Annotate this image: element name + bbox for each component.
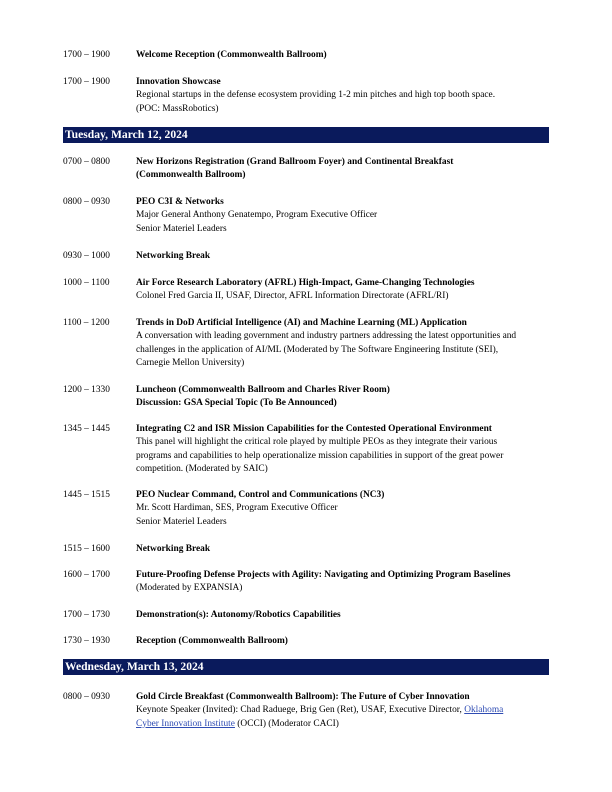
entry-title: Air Force Research Laboratory (AFRL) High-Impact, Game-Changing Technologies bbox=[136, 278, 475, 288]
entry-description: Senior Materiel Leaders bbox=[136, 516, 227, 527]
day-heading-tuesday: Tuesday, March 12, 2024 bbox=[63, 127, 549, 143]
entry-time: 1100 – 1200 bbox=[63, 318, 110, 328]
entry-time: 0930 – 1000 bbox=[63, 251, 110, 261]
entry-description bbox=[136, 718, 553, 731]
entry-title: Networking Break bbox=[136, 544, 211, 554]
entry-title: Discussion: GSA Special Topic (To Be Announced) bbox=[136, 398, 337, 409]
entry-description: challenges in the application of AI/ML (Moderated by The Software Engineering Institute (SEI), bbox=[136, 344, 499, 355]
day-heading-wednesday: Wednesday, March 13, 2024 bbox=[63, 659, 549, 675]
entry-description: This panel will highlight the critical role played by multiple PEOs as they integrate their various bbox=[136, 437, 498, 448]
entry-time: 1345 – 1445 bbox=[63, 424, 110, 434]
entry-description: (POC: MassRobotics) bbox=[136, 103, 219, 114]
entry-time: 1700 – 1900 bbox=[63, 77, 110, 87]
entry-description: Carnegie Mellon University) bbox=[136, 357, 245, 368]
entry-title: Integrating C2 and ISR Mission Capabilities for the Contested Operational Environment bbox=[136, 424, 492, 434]
entry-time: 1515 – 1600 bbox=[63, 544, 110, 554]
entry-title: Future-Proofing Defense Projects with Agility: Navigating and Optimizing Program Baselines bbox=[136, 570, 511, 580]
entry-description: (Moderated by EXPANSIA) bbox=[136, 583, 243, 594]
entry-description: A conversation with leading government and industry partners addressing the latest opportunities and bbox=[136, 331, 517, 342]
entry-time: 1700 – 1900 bbox=[63, 50, 110, 60]
keynote-text: Keynote Speaker (Invited): Chad Raduege, Brig Gen (Ret), USAF, Executive Director, bbox=[136, 705, 465, 716]
entry-time: 0800 – 0930 bbox=[63, 692, 110, 702]
entry-description: Mr. Scott Hardiman, SES, Program Executive Officer bbox=[136, 503, 338, 514]
entry-title: PEO C3I & Networks bbox=[136, 197, 224, 207]
entry-description: Major General Anthony Genatempo, Program Executive Officer bbox=[136, 210, 378, 221]
entry-title: PEO Nuclear Command, Control and Communications (NC3) bbox=[136, 490, 385, 500]
entry-time: 1600 – 1700 bbox=[63, 570, 110, 580]
occi-link[interactable]: Cyber Innovation Institute bbox=[136, 718, 235, 729]
entry-description: competition. (Moderated by SAIC) bbox=[136, 463, 268, 474]
entry-title: Demonstration(s): Autonomy/Robotics Capabilities bbox=[136, 610, 341, 620]
entry-title: Reception (Commonwealth Ballroom) bbox=[136, 636, 288, 646]
entry-time: 1700 – 1730 bbox=[63, 610, 110, 620]
entry-description: programs and capabilities to help operationalize mission capabilities in support of the great power bbox=[136, 450, 504, 461]
entry-title: Innovation Showcase bbox=[136, 77, 221, 87]
entry-time: 1200 – 1330 bbox=[63, 385, 110, 395]
entry-description: Colonel Fred Garcia II, USAF, Director, AFRL Information Directorate (AFRL/RI) bbox=[136, 291, 449, 302]
entry-description: Regional startups in the defense ecosystem providing 1-2 min pitches and high top booth space. bbox=[136, 90, 496, 101]
entry-description bbox=[136, 704, 553, 717]
entry-title: Luncheon (Commonwealth Ballroom and Charles River Room) bbox=[136, 385, 390, 395]
entry-title: Gold Circle Breakfast (Commonwealth Ballroom): The Future of Cyber Innovation bbox=[136, 692, 470, 702]
entry-time: 0800 – 0930 bbox=[63, 197, 110, 207]
entry-title: (Commonwealth Ballroom) bbox=[136, 170, 246, 181]
entry-time: 0700 – 0800 bbox=[63, 157, 110, 167]
entry-time: 1000 – 1100 bbox=[63, 278, 110, 288]
entry-title: Trends in DoD Artificial Intelligence (AI) and Machine Learning (ML) Application bbox=[136, 318, 467, 328]
entry-time: 1730 – 1930 bbox=[63, 636, 110, 646]
entry-title: Welcome Reception (Commonwealth Ballroom) bbox=[136, 50, 327, 60]
entry-title: Networking Break bbox=[136, 251, 211, 261]
occi-link[interactable]: Oklahoma bbox=[464, 705, 504, 716]
entry-description: Senior Materiel Leaders bbox=[136, 223, 227, 234]
entry-title: New Horizons Registration (Grand Ballroom Foyer) and Continental Breakfast bbox=[136, 157, 454, 167]
entry-time: 1445 – 1515 bbox=[63, 490, 110, 500]
moderator-text: (OCCI) (Moderator CACI) bbox=[234, 718, 339, 729]
